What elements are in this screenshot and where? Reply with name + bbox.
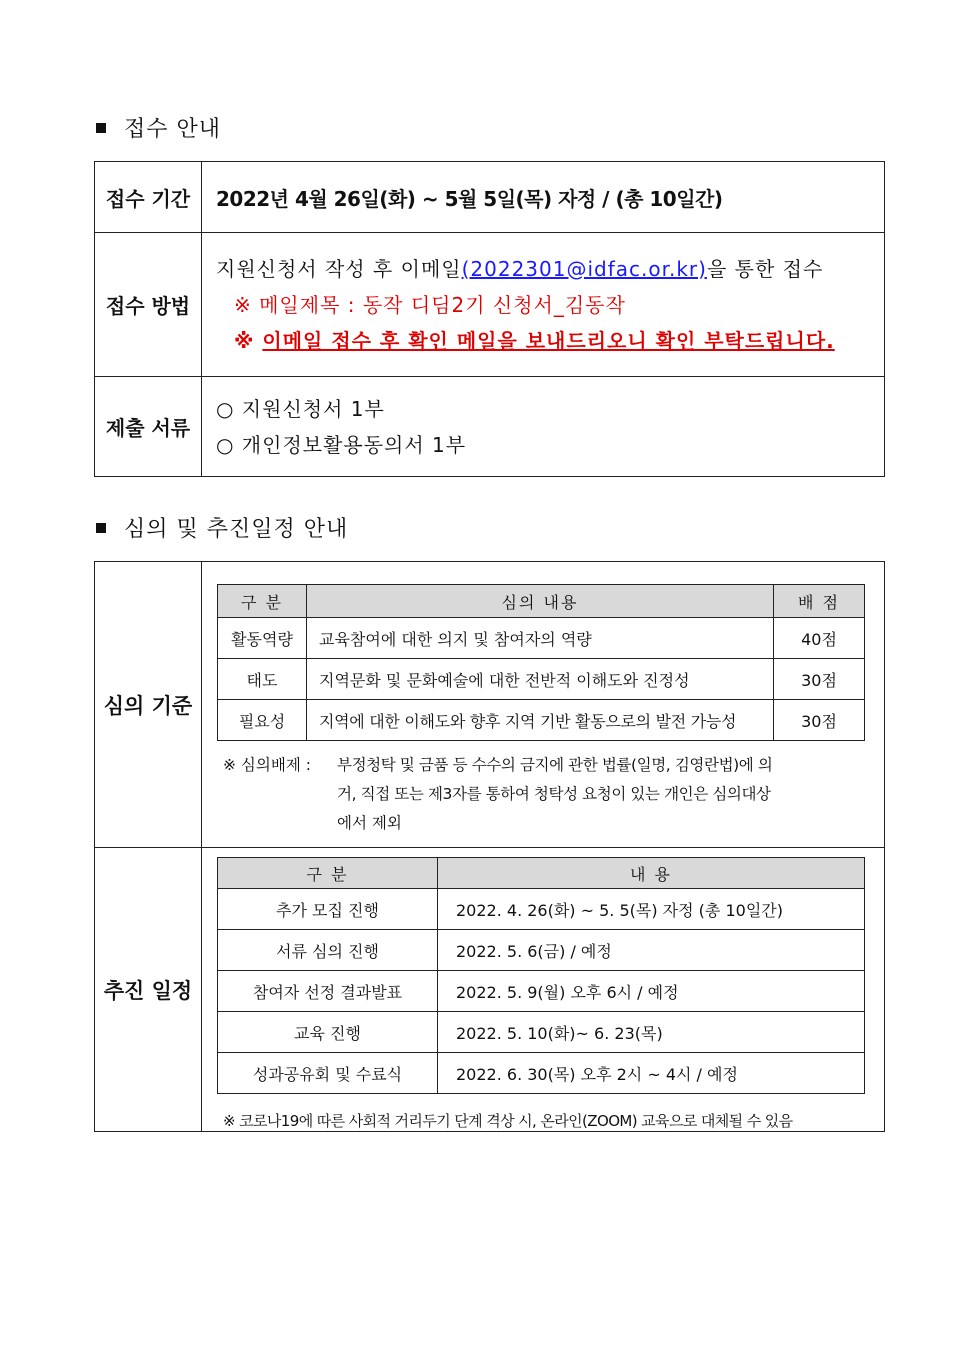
section-title-review [96,512,348,543]
schedule-table [217,857,865,1094]
criteria-score: 30점 [774,659,865,700]
method-line-3 [216,323,884,359]
criteria-label: 심의 기준 [95,562,202,848]
note-mark: ※ [234,328,263,353]
schedule-header-content: 내 용 [438,858,865,889]
schedule-header-category: 구 분 [218,858,438,889]
period-label: 접수 기간 [95,162,202,233]
docs-row [95,377,885,477]
square-bullet-icon [96,523,106,533]
section-title-text: 심의 및 추진일정 안내 [124,517,349,542]
schedule-category: 참여자 선정 결과발표 [218,971,438,1012]
docs-label: 제출 서류 [95,377,202,477]
method-line-1-post: 을 통한 접수 [706,256,824,281]
method-label: 접수 방법 [95,233,202,377]
schedule-row-item [218,971,865,1012]
exclusion-note [217,751,863,838]
criteria-table [217,584,865,741]
schedule-content [202,848,885,1132]
schedule-header-row [218,858,865,889]
square-bullet-icon [96,123,106,133]
period-row [95,162,885,233]
schedule-row-item [218,930,865,971]
criteria-header-score: 배 점 [774,585,865,618]
schedule-detail: 2022. 6. 30(목) 오후 2시 ~ 4시 / 예정 [438,1053,865,1094]
criteria-header-row [218,585,865,618]
criteria-category: 필요성 [218,700,307,741]
schedule-detail: 2022. 5. 9(월) 오후 6시 / 예정 [438,971,865,1012]
method-content [202,233,885,377]
confirm-mail-note: 이메일 접수 후 확인 메일을 보내드리오니 확인 부탁드립니다. [262,328,835,353]
period-value [202,162,885,233]
schedule-detail: 2022. 5. 10(화)~ 6. 23(목) [438,1012,865,1053]
exclusion-note-head: ※ 심의배제 : [223,756,311,774]
section-title-reception [96,112,221,143]
criteria-desc: 지역에 대한 이해도와 향후 지역 기반 활동으로의 발전 가능성 [307,700,774,741]
criteria-content [202,562,885,848]
criteria-category: 태도 [218,659,307,700]
schedule-category: 추가 모집 진행 [218,889,438,930]
criteria-row-item [218,659,865,700]
schedule-label: 추진 일정 [95,848,202,1132]
exclusion-note-text-2: 거, 직접 또는 제3자를 통하여 청탁성 요청이 있는 개인은 심의대상 [337,785,771,803]
criteria-row-item [218,618,865,659]
doc-item: ○ 개인정보활용동의서 1부 [216,432,467,457]
criteria-score: 40점 [774,618,865,659]
schedule-category: 서류 심의 진행 [218,930,438,971]
schedule-row-item [218,1053,865,1094]
exclusion-note-text-3: 에서 제외 [337,814,402,832]
section-title-text: 접수 안내 [124,117,222,142]
method-line-2 [216,287,884,323]
email-link[interactable]: (2022301@idfac.or.kr) [461,256,707,281]
period-text: 2022년 4월 26일(화) ~ 5월 5일(목) 자정 / (총 10일간) [216,186,723,211]
mail-subject-note: ※ 메일제목 : 동작 디딤2기 신청서_김동작 [234,292,626,317]
schedule-note: ※ 코로나19에 따른 사회적 거리두기 단계 격상 시, 온라인(ZOOM) 교육으로 대체될 수 있음 [223,1112,793,1130]
criteria-desc: 교육참여에 대한 의지 및 참여자의 역량 [307,618,774,659]
schedule-row [95,848,885,1132]
method-row [95,233,885,377]
criteria-header-content: 심의 내용 [307,585,774,618]
docs-content [202,377,885,477]
schedule-row-item [218,889,865,930]
criteria-desc: 지역문화 및 문화예술에 대한 전반적 이해도와 진정성 [307,659,774,700]
method-line-1-pre: 지원신청서 작성 후 이메일 [216,256,462,281]
schedule-row-item [218,1012,865,1053]
schedule-detail: 2022. 4. 26(화) ~ 5. 5(목) 자정 (총 10일간) [438,889,865,930]
review-table [94,561,885,1132]
exclusion-note-text-1: 부정청탁 및 금품 등 수수의 금지에 관한 법률(일명, 김영란법)에 의 [337,756,773,774]
doc-item: ○ 지원신청서 1부 [216,396,385,421]
schedule-category: 성과공유회 및 수료식 [218,1053,438,1094]
schedule-category: 교육 진행 [218,1012,438,1053]
criteria-header-category: 구 분 [218,585,307,618]
exclusion-note-line-1 [223,751,863,780]
method-line-1 [216,251,884,287]
schedule-detail: 2022. 5. 6(금) / 예정 [438,930,865,971]
criteria-row [95,562,885,848]
reception-table [94,161,885,477]
criteria-score: 30점 [774,700,865,741]
criteria-category: 활동역량 [218,618,307,659]
criteria-row-item [218,700,865,741]
